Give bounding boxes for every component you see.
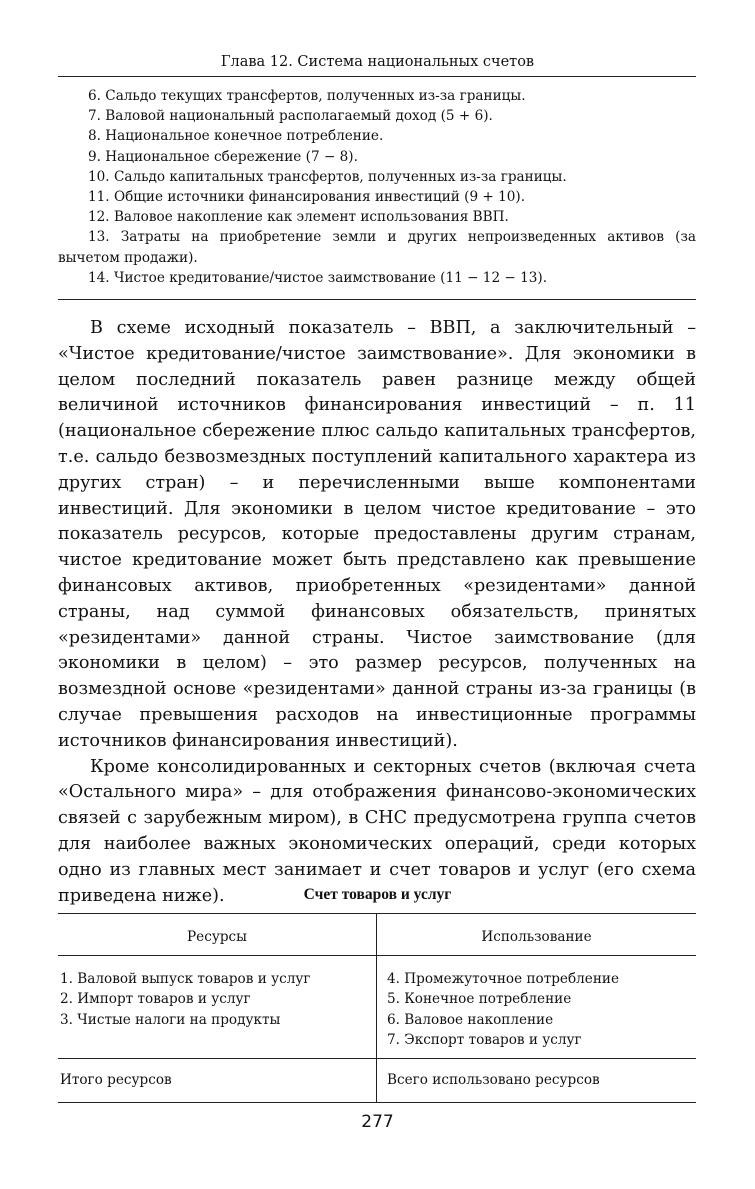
- resources-total: Итого ресурсов: [60, 1072, 172, 1088]
- body-text: [58, 316, 696, 909]
- goods-services-account-table: [58, 913, 696, 1103]
- paragraph: Кроме консолидированных и секторных счетов (включая счета «Остального мира» – для отображения финансово-экономических связей с зарубежным миром), в СНС предусмотрена группа счетов для наиболее важных экономических операций, среди которых одно из главных мест занимает и счет товаров и услуг (его схема приведена ниже).: [58, 756, 696, 906]
- usage-items: [387, 969, 696, 1051]
- list-item: 6. Сальдо текущих трансфертов, полученных из-за границы.: [88, 88, 526, 104]
- page-number: 277: [361, 1112, 394, 1132]
- usage-total: Всего использовано ресурсов: [387, 1072, 600, 1088]
- table-cell: 5. Конечное потребление: [387, 991, 572, 1008]
- list-item: 8. Национальное конечное потребление.: [88, 128, 384, 145]
- running-title: Глава 12. Система национальных счетов: [220, 54, 535, 70]
- table-cell: 4. Промежуточное потребление: [387, 971, 619, 987]
- list-item: 10. Сальдо капитальных трансфертов, полученных из-за границы.: [88, 168, 567, 185]
- usage-column: [376, 913, 696, 1103]
- list-item: 11. Общие источники финансирования инвестиций (9 + 10).: [88, 189, 526, 206]
- table-title: Счет товаров и услуг: [303, 886, 452, 903]
- list-item: 9. Национальное сбережение (7 − 8).: [88, 148, 358, 165]
- table-cell: 7. Экспорт товаров и услуг: [387, 1032, 582, 1049]
- header-rule: [58, 76, 696, 77]
- table-cell: 3. Чистые налоги на продукты: [60, 1011, 281, 1028]
- paragraph: В схеме исходный показатель – ВВП, а заключительный – «Чистое кредитование/чистое заимствование». Для экономики в целом последний показатель равен разнице между общей величиной источников финансирования инвестиций – п. 11 (национальное сбережение плюс сальдо капитальных трансфертов, т.е. сальдо безвозмездных поступлений капитального характера из других стран) – и перечисленными выше компонентами инвестиций. Для экономики в целом чистое кредитование – это показатель ресурсов, которые предоставлены другим странам, чистое кредитование может быть представлено как превышение финансовых активов, приобретенных «резидентами» данной страны, над суммой финансовых обязательств, принятых «резидентами» данной страны. Чистое заимствование (для экономики в целом) – это размер ресурсов, полученных на возмездной основе «резидентами» данной страны из-за границы (в случае превышения расходов на инвестиционные программы источников финансирования инвестиций).: [58, 318, 696, 751]
- list-item: 12. Валовое накопление как элемент использования ВВП.: [88, 209, 509, 226]
- resources-column: [58, 913, 376, 1103]
- table-cell: 6. Валовое накопление: [387, 1011, 554, 1028]
- numbered-list: [58, 86, 696, 288]
- table-cell: 2. Импорт товаров и услуг: [60, 991, 251, 1008]
- resources-items: [60, 969, 376, 1030]
- list-bottom-rule: [58, 299, 696, 300]
- list-item: 14. Чистое кредитование/чистое заимствование (11 − 12 − 13).: [88, 269, 548, 286]
- resources-header: Ресурсы: [187, 929, 247, 945]
- list-item: 13. Затраты на приобретение земли и других непроизведенных активов (за вычетом продажи).: [58, 229, 696, 266]
- usage-header: Использование: [481, 929, 592, 945]
- table-cell: 1. Валовой выпуск товаров и услуг: [60, 971, 311, 987]
- list-item: 7. Валовой национальный располагаемый доход (5 + 6).: [88, 108, 493, 125]
